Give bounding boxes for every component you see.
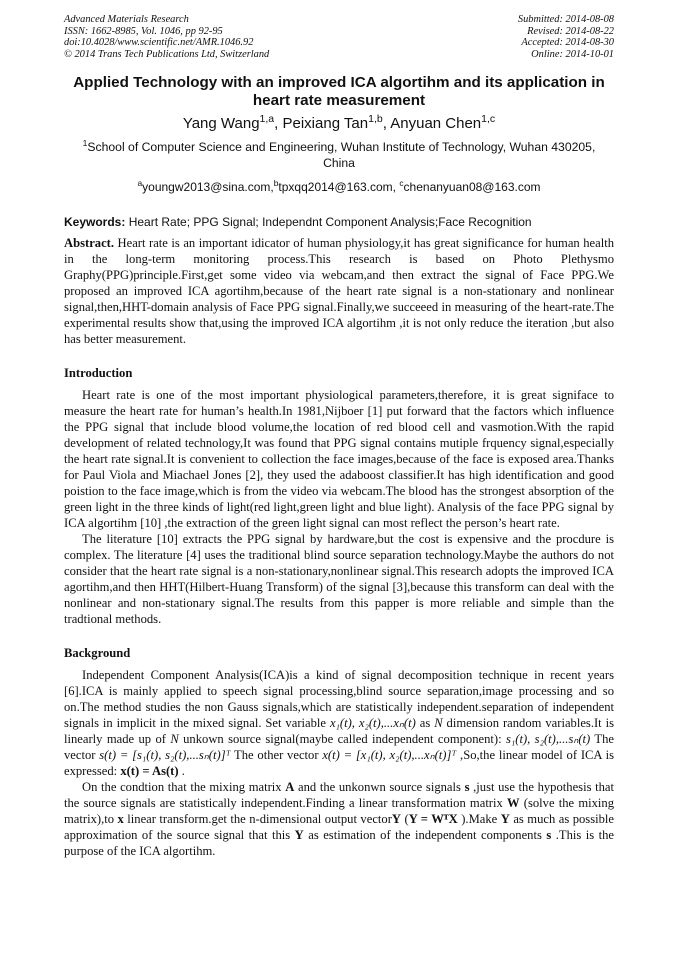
email-sup: b bbox=[273, 178, 279, 188]
date-accepted: Accepted: 2014-08-30 bbox=[521, 37, 614, 48]
abstract-label: Abstract. bbox=[64, 236, 115, 250]
date-revised: Revised: 2014-08-22 bbox=[527, 25, 614, 37]
text-run: as estimation of the independent components bbox=[303, 828, 547, 842]
author-name: Anyuan Chen bbox=[390, 115, 482, 132]
text-run: dimension random variables.It is linearly made up of bbox=[64, 716, 614, 746]
text-run: The other vector bbox=[230, 748, 323, 762]
text-run: On the condtion that the mixing matrix bbox=[82, 780, 286, 794]
text-run: The vector bbox=[64, 732, 614, 762]
email-sup: c bbox=[399, 178, 404, 188]
text-run: as much as possible approximation of the source signal that this bbox=[64, 812, 614, 842]
journal-name: Advanced Materials Research bbox=[64, 14, 189, 25]
text-run: ,just use the hypothesis that the source signals are statistically independent.Finding a linear transformation matrix bbox=[64, 780, 614, 810]
math-symbol: s bbox=[464, 780, 470, 794]
email-list bbox=[64, 180, 614, 195]
section-heading-introduction: Introduction bbox=[64, 366, 133, 380]
text-run: ).Make bbox=[457, 812, 501, 826]
math-symbol: Y bbox=[294, 828, 304, 842]
abstract bbox=[64, 235, 614, 347]
author-name: Yang Wang bbox=[182, 115, 260, 132]
date-submitted: Submitted: 2014-08-08 bbox=[517, 14, 614, 25]
affiliation-sup: 1 bbox=[82, 137, 88, 148]
math-inline: N bbox=[434, 716, 443, 730]
email-link[interactable]: tpxqq2014@163.com, bbox=[278, 180, 400, 194]
keywords-text: Heart Rate; PPG Signal; Independnt Component Analysis;Face Recognition bbox=[125, 215, 532, 229]
text-run: Independent Component Analysis(ICA)is a kind of signal decomposition technique in recent years [6].ICA is mainly applied to speech signal processing,blind source separation,image processing and so on.The method studies the non Gauss signals,which are statistically independent.separation of independent signals in implicit in the mixed signal. Set variable bbox=[64, 668, 614, 730]
text-run: .This is the purpose of the ICA algortihm. bbox=[64, 828, 614, 858]
text-run: and the unkonwn source signals bbox=[294, 780, 465, 794]
author-name: Peixiang Tan bbox=[282, 115, 369, 132]
math-symbol: s bbox=[546, 828, 552, 842]
affiliation-text: School of Computer Science and Engineering, Wuhan Institute of Technology, Wuhan 430205, China bbox=[87, 140, 596, 170]
math-inline: x(t) = [x₁(t), x₂(t),...xₙ(t)]ᵀ bbox=[322, 748, 457, 762]
text-run: ,So,the linear model of ICA is expressed: bbox=[64, 748, 614, 778]
journal-info bbox=[64, 14, 269, 60]
text-run: (solve the mixing matrix),to bbox=[64, 796, 614, 826]
keywords-label: Keywords: bbox=[64, 215, 126, 229]
email-sup: a bbox=[137, 178, 143, 188]
math-symbol: A bbox=[285, 780, 295, 794]
journal-doi: doi:10.4028/www.scientific.net/AMR.1046.92 bbox=[64, 37, 254, 48]
math-inline: x₁(t), x₂(t),...xₙ(t) bbox=[329, 716, 416, 730]
abstract-text: Heart rate is an important idicator of human physiology,it has great significance for human health in the long-term monitoring process.This research is based on Photo Plethysmo Graphy(PPG)principle.First,get some video via webcam,and then extract the signal of Face PPG.We proposed an improved ICA agortihm,because of the heart rate signal is a non-stationary and nonlinear signal,then,HHT-domain analysis of Face PPG signal.Finally,we succeeed in measuring of the heart-rate.The experimental results show that,using the improved ICA algortihm ,it is not only reduce the iteration ,but also has better measurement. bbox=[64, 236, 614, 346]
email-link[interactable]: chenanyuan08@163.com bbox=[403, 180, 541, 194]
math-inline: x(t) = As(t) bbox=[120, 764, 179, 778]
math-inline: Y = WᵀX bbox=[408, 812, 458, 826]
math-symbol: W bbox=[507, 796, 520, 810]
text-run: ( bbox=[401, 812, 409, 826]
math-inline: s(t) = [s₁(t), s₂(t),...sₙ(t)]ᵀ bbox=[99, 748, 231, 762]
paragraph: The literature [10] extracts the PPG signal by hardware,but the cost is expensive and the procdure is complex. The literature [4] uses the traditional blind source separation technology.Maybe the authors do not consider that the heart rate signal is a non-stationary,nonlinear signal.This research adopts the improved ICA agortihm,and then HHT(Hilbert-Huang Transform) of the signal [3],because this transform can deal with the nonlinear and non-stationary signal.The results from this papper is more reliable and simple than the tradtional methods. bbox=[64, 532, 614, 626]
author-sup: 1,a bbox=[259, 113, 275, 125]
text-run: as bbox=[415, 716, 435, 730]
math-symbol: Y bbox=[500, 812, 510, 826]
text-run: . bbox=[178, 764, 185, 778]
date-online: Online: 2014-10-01 bbox=[531, 48, 614, 60]
math-inline: s₁(t), s₂(t),...sₙ(t) bbox=[505, 732, 591, 746]
author-sup: 1,c bbox=[481, 113, 496, 125]
math-symbol: x bbox=[117, 812, 124, 826]
keywords bbox=[64, 215, 614, 230]
journal-header bbox=[64, 14, 614, 60]
affiliation bbox=[64, 139, 614, 171]
author-sup: 1,b bbox=[368, 113, 383, 125]
email-link[interactable]: youngw2013@sina.com, bbox=[142, 180, 274, 194]
paragraph bbox=[64, 667, 614, 779]
section-heading-background: Background bbox=[64, 646, 131, 660]
journal-copyright: © 2014 Trans Tech Publications Ltd, Switzerland bbox=[64, 48, 270, 60]
math-inline: N bbox=[170, 732, 179, 746]
paragraph bbox=[64, 779, 614, 859]
math-symbol: Y bbox=[391, 812, 402, 826]
publication-dates bbox=[518, 14, 614, 60]
journal-issn: ISSN: 1662-8985, Vol. 1046, pp 92-95 bbox=[64, 25, 223, 37]
text-run: unkown source signal(maybe called independent component): bbox=[178, 732, 502, 746]
text-run: linear transform.get the n-dimensional output vector bbox=[123, 812, 392, 826]
paper-title: Applied Technology with an improved ICA algortihm and its application in heart rate measurement bbox=[73, 74, 605, 109]
paragraph: Heart rate is one of the most important physiological parameters,therefore, it is great signiface to measure the heart rate for human’s health.In 1981,Nijboer [1] put forward that the factors which influence the PPG signal that include blood volume,the location of red blood cell and vasmotion.With the rapid development of related technology,It was found that PPG signal contains mutiple frquency signal,especially the heart rate signal.It is convenient to collection the face images,because of the face is exposed area.Thanks for Paul Viola and Miachael Jones [2], they used the adaboost classifier.It has high identification and good poistion to the face image,which is from the video via webcam.The blood has the strongest absorption of the green light in the three kinds of light(red light,green light and blue light). Analysis of the face PPG signal by ICA algortihm [10] ,the extraction of the green light signal can most reflect the person’s heart rate. bbox=[64, 388, 614, 530]
author-list: Yang Wang$^{1,a}$, Peixiang Tan$^{1,b}$, Anyuan Chen$^{1,c}$ bbox=[182, 113, 496, 132]
